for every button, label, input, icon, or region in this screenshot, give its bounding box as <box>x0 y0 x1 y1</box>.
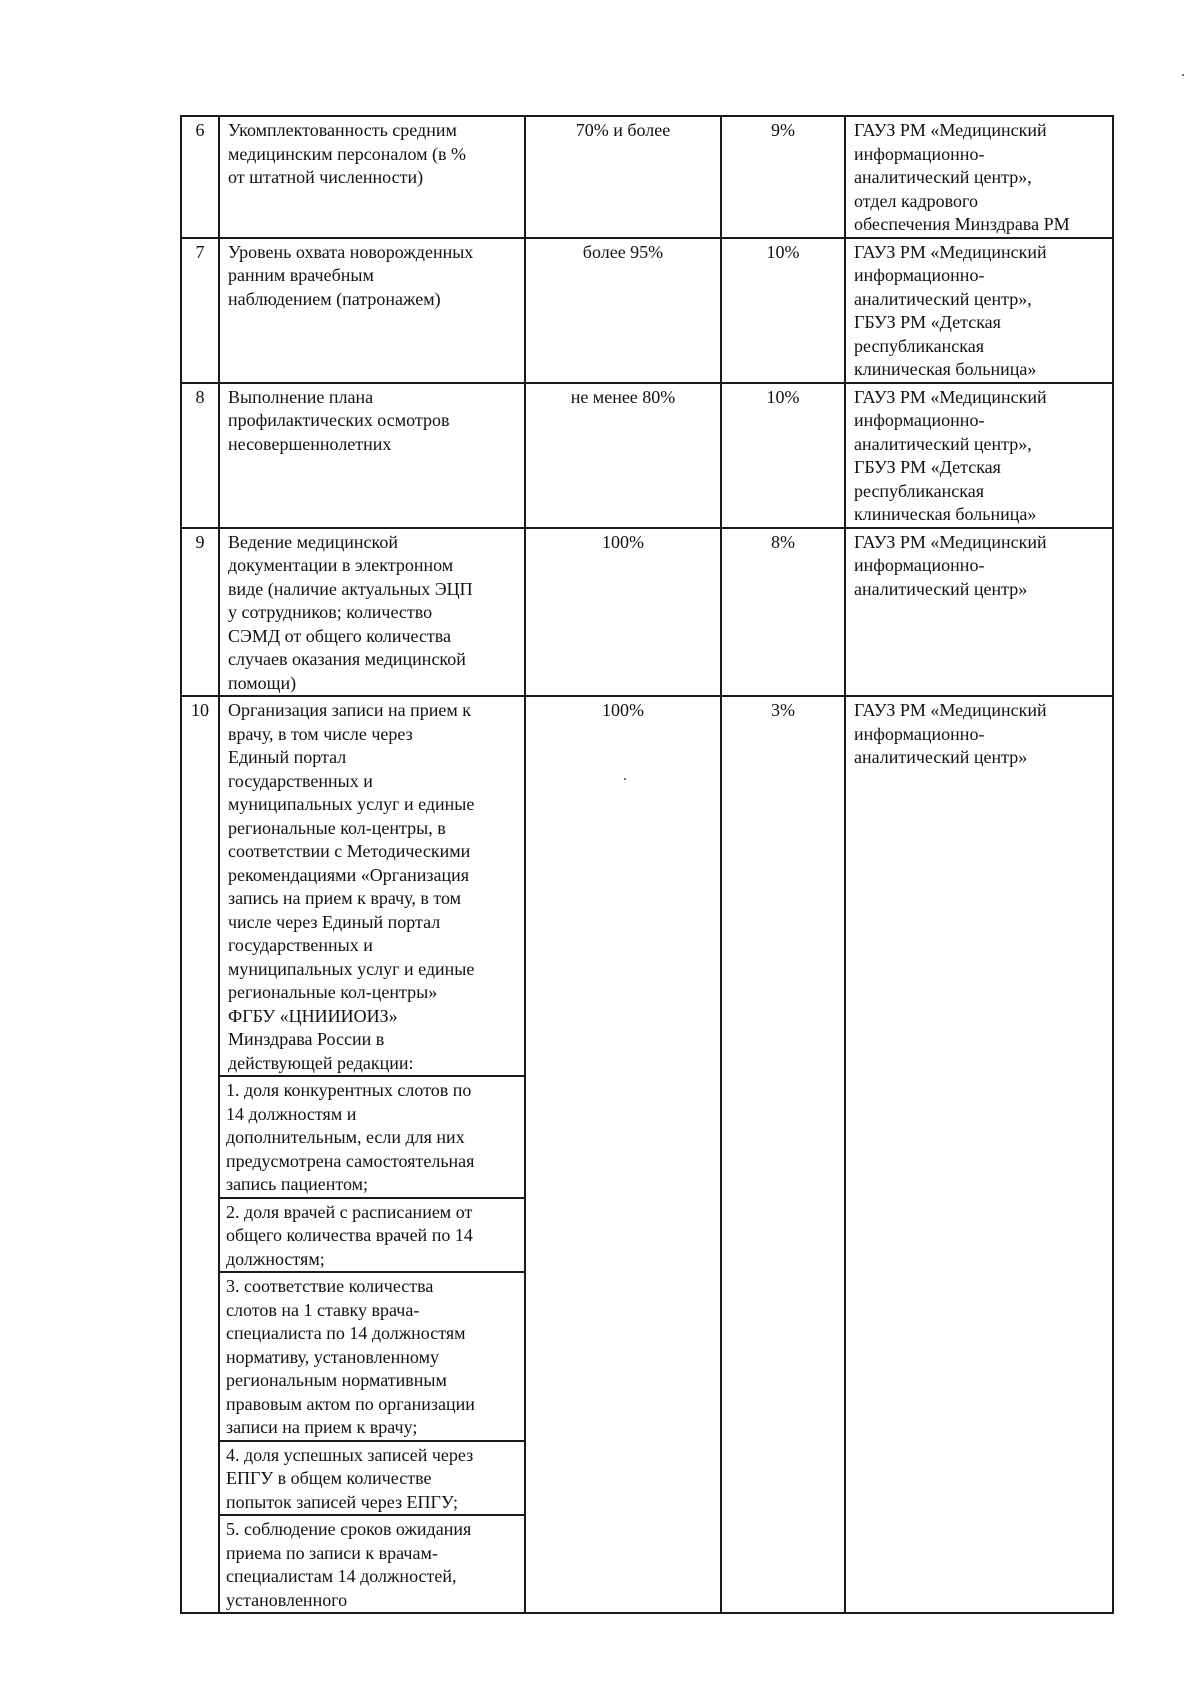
data-source-cell <box>845 116 1113 238</box>
weight-cell <box>721 238 845 383</box>
target-value-cell <box>525 696 721 1613</box>
indicator-cell <box>219 696 525 1613</box>
data-source-text: ГАУЗ РМ «Медицинский информационно- аналитический центр» <box>854 531 1047 599</box>
scan-speck <box>624 778 626 780</box>
row-number-cell <box>181 528 219 697</box>
row-number: 8 <box>195 386 205 407</box>
table-row <box>181 238 1113 383</box>
weight-cell <box>721 696 845 1613</box>
table-row <box>181 528 1113 697</box>
indicators-table <box>180 115 1114 1614</box>
target-value: 100% <box>602 531 644 552</box>
row-number-cell <box>181 116 219 238</box>
target-value-cell <box>525 116 721 238</box>
weight-cell <box>721 116 845 238</box>
data-source-text: ГАУЗ РМ «Медицинский информационно- аналитический центр» <box>854 700 1047 767</box>
indicator-text: Ведение медицинской документации в электронном виде (наличие актуальных ЭЦП у сотрудников; количество СЭМД от общего количества случаев оказания медицинской помощи) <box>228 531 473 693</box>
row-number-cell <box>181 238 219 383</box>
indicator-text: Организация записи на прием к врачу, в том числе через Единый портал государственных и муниципальных услуг и единые региональные кол-центры, в соответствии с Методическими рекомендациями «Организация запись на прием к врачу, в том числе через Единый портал государственных и муниципальных услуг и единые региональные кол-центры» ФГБУ «ЦНИИИОИЗ» Минздрава России в действующей редакции: <box>228 700 475 1073</box>
target-value-cell <box>525 238 721 383</box>
indicator-cell <box>219 238 525 383</box>
indicator-cell <box>219 383 525 528</box>
scan-speck <box>1182 74 1184 76</box>
indicator-text: Уровень охвата новорожденных ранним врачебным наблюдением (патронажем) <box>228 241 474 309</box>
data-source-cell <box>845 696 1113 1613</box>
row-number-cell <box>181 383 219 528</box>
sub-indicator-4: 4. доля успешных записей через ЕПГУ в общем количестве попыток записей через ЕПГУ; <box>220 1440 524 1515</box>
weight-cell <box>721 528 845 697</box>
target-value-cell <box>525 528 721 697</box>
target-value-cell <box>525 383 721 528</box>
row-number: 10 <box>191 700 209 720</box>
indicator-text: Укомплектованность средним медицинским персоналом (в % от штатной численности) <box>228 120 466 187</box>
data-source-cell <box>845 383 1113 528</box>
row-number-cell <box>181 696 219 1613</box>
weight-cell <box>721 383 845 528</box>
data-source-cell <box>845 528 1113 697</box>
sub-indicator-2: 2. доля врачей с расписанием от общего количества врачей по 14 должностям; <box>220 1197 524 1272</box>
data-source-text: ГАУЗ РМ «Медицинский информационно- аналитический центр», отдел кадрового обеспечения Минздрава РМ <box>854 120 1070 234</box>
row-number: 7 <box>195 241 205 262</box>
weight-value: 8% <box>771 531 795 552</box>
table-row <box>181 383 1113 528</box>
weight-value: 9% <box>771 120 795 140</box>
data-source-cell <box>845 238 1113 383</box>
target-value: 100% <box>602 700 644 720</box>
sub-indicator-1: 1. доля конкурентных слотов по 14 должностям и дополнительным, если для них предусмотрена самостоятельная запись пациентом; <box>220 1075 524 1197</box>
indicator-cell <box>219 116 525 238</box>
table-row <box>181 696 1113 1613</box>
sub-indicator-3: 3. соответствие количества слотов на 1 ставку врача- специалиста по 14 должностям нормативу, установленному региональным нормативным правовым актом по организации записи на прием к врачу; <box>220 1271 524 1440</box>
sub-indicator-5: 5. соблюдение сроков ожидания приема по записи к врачам- специалистам 14 должностей, установленного <box>220 1514 524 1612</box>
target-value: не менее 80% <box>570 386 676 407</box>
indicator-cell <box>219 528 525 697</box>
row-number: 9 <box>195 531 205 552</box>
data-source-text: ГАУЗ РМ «Медицинский информационно- аналитический центр», ГБУЗ РМ «Детская республиканская клиническая больница» <box>854 241 1047 379</box>
target-value: более 95% <box>582 241 664 262</box>
weight-value: 10% <box>766 386 800 407</box>
row-number: 6 <box>195 120 205 140</box>
data-source-text: ГАУЗ РМ «Медицинский информационно- аналитический центр», ГБУЗ РМ «Детская республиканская клиническая больница» <box>854 386 1047 524</box>
weight-value: 3% <box>771 700 795 720</box>
target-value: 70% и более <box>575 120 671 140</box>
indicator-text: Выполнение плана профилактических осмотров несовершеннолетних <box>228 386 450 454</box>
weight-value: 10% <box>766 241 800 262</box>
table-row <box>181 116 1113 238</box>
